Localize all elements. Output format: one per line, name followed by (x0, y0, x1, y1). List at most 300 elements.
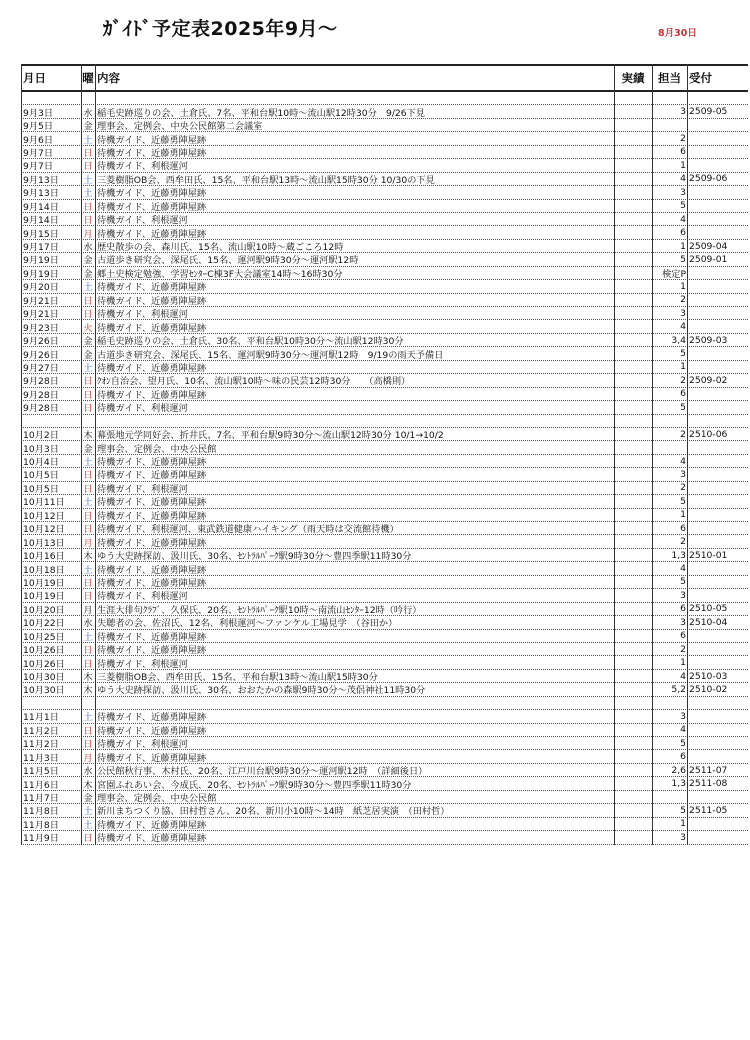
weekday-cell: 日 (83, 833, 93, 844)
content-cell: 宮園ふれあい会、今成氏、20名、ｾﾝﾄﾗﾙﾊﾟｰｸ駅9時30分～豊四季駅11時30分 (97, 779, 412, 790)
table-row (21, 267, 748, 280)
content-cell: ｸｵﾝ自治会、望月氏、10名、流山駅10時～味の民芸12時30分 （高橋則） (97, 376, 411, 387)
weekday-cell: 日 (83, 147, 93, 159)
weekday-cell: 日 (83, 725, 93, 736)
results-cell (614, 441, 652, 453)
weekday-cell: 金 (83, 349, 93, 360)
results-cell (614, 509, 652, 521)
results-cell (614, 240, 652, 252)
content-cell: 理事会、定例会、中央公民館第二会議室 (97, 121, 263, 132)
results-cell (614, 388, 652, 400)
uketsuke-cell: 2509-02 (689, 374, 728, 386)
table-row (21, 831, 748, 844)
uketsuke-cell (687, 213, 748, 225)
date-cell: 11月3日 (23, 752, 59, 763)
content-cell: 待機ガイド、近藤勇陣屋跡 (97, 712, 207, 723)
table-row (21, 818, 748, 831)
date-cell: 9月28日 (23, 389, 59, 401)
weekday-cell: 土 (83, 174, 93, 186)
date-cell: 9月7日 (23, 161, 54, 172)
results-cell (614, 737, 652, 749)
uketsuke-cell (687, 750, 748, 762)
content-cell: 待機ガイド、近藤勇陣屋跡 (97, 631, 207, 642)
uketsuke-cell (687, 280, 748, 292)
tanto-cell (652, 791, 687, 803)
table-row (21, 186, 748, 199)
table-row (21, 737, 748, 750)
weekday-cell: 日 (83, 510, 93, 521)
results-cell (614, 347, 652, 359)
weekday-cell: 日 (83, 295, 93, 306)
uketsuke-cell (687, 522, 748, 534)
content-cell: 待機ガイド、近藤勇陣屋跡 (97, 537, 207, 548)
weekday-cell: 日 (83, 739, 93, 750)
weekday-cell: 木 (83, 430, 93, 441)
content-cell: 稲毛史跡巡りの会、土倉氏、7名、平和台駅10時～流山駅12時30分 9/26下見 (97, 107, 425, 118)
content-cell: 待機ガイド、近藤勇陣屋跡 (97, 188, 207, 199)
tanto-cell: 4 (680, 321, 686, 333)
content-cell: ゆう大史跡探訪、汲川氏、30名、おおたかの森駅9時30分～茂侶神社11時30分 (97, 685, 426, 696)
date-cell: 11月1日 (23, 712, 59, 723)
results-cell (614, 186, 652, 198)
content-cell: 待機ガイド、利根運河 (97, 309, 188, 320)
date-cell: 10月4日 (23, 457, 59, 468)
uketsuke-cell: 2509-06 (689, 173, 728, 185)
table-row (21, 307, 748, 320)
weekday-cell: 土 (83, 712, 93, 723)
results-cell (614, 603, 652, 615)
uketsuke-cell: 2511-07 (689, 764, 728, 776)
date-cell: 11月9日 (23, 833, 59, 844)
table-row (21, 670, 748, 683)
grid-line (614, 64, 615, 845)
content-cell: 待機ガイド、近藤勇陣屋跡 (97, 295, 207, 306)
table-row (21, 724, 748, 737)
uketsuke-cell (687, 791, 748, 803)
uketsuke-cell (687, 737, 748, 749)
uketsuke-cell (687, 831, 748, 843)
tanto-cell: 1 (680, 159, 686, 171)
uketsuke-cell (687, 576, 748, 588)
results-cell (614, 630, 652, 642)
results-cell (614, 146, 652, 158)
date-cell: 11月8日 (23, 819, 59, 831)
schedule-table (21, 64, 748, 845)
weekday-cell: 金 (83, 268, 93, 280)
table-row (21, 240, 748, 253)
tanto-cell: 6 (680, 388, 686, 400)
uketsuke-cell (687, 818, 748, 830)
weekday-cell: 木 (83, 779, 93, 790)
table-row (21, 159, 748, 172)
table-row (21, 334, 748, 347)
tanto-cell: 3 (680, 106, 686, 118)
table-row (21, 226, 748, 239)
weekday-cell: 日 (83, 403, 93, 414)
date-cell: 10月16日 (23, 551, 65, 562)
content-cell: 待機ガイド、利根運河、東武鉄道健康ハイキング（雨天時は交流館待機） (97, 524, 399, 535)
weekday-cell: 日 (83, 376, 93, 387)
header-uketsuke: 受付 (689, 71, 712, 85)
table-row (21, 603, 748, 616)
tanto-cell: 2 (680, 428, 686, 440)
uketsuke-cell: 2510-06 (689, 428, 728, 440)
weekday-cell: 日 (83, 161, 93, 172)
results-cell (614, 589, 652, 601)
tanto-cell: 2 (680, 294, 686, 306)
content-cell: 歴史散歩の会、森川氏、15名、流山駅10時～蔵ごころ12時 (97, 242, 344, 253)
table-row (21, 455, 748, 468)
date-cell: 10月30日 (23, 672, 65, 683)
content-cell: 三菱樹脂OB会、西牟田氏、15名、平和台駅13時～流山駅15時30分 (97, 672, 378, 683)
weekday-cell: 日 (83, 309, 93, 320)
table-row (21, 361, 748, 374)
results-cell (614, 280, 652, 292)
grid-line (21, 64, 22, 845)
date-cell: 9月19日 (23, 255, 59, 266)
tanto-cell: 5,2 (671, 683, 686, 695)
tanto-cell: 3 (680, 589, 686, 601)
results-cell (614, 764, 652, 776)
uketsuke-cell (687, 226, 748, 238)
tanto-cell: 4 (680, 563, 686, 575)
uketsuke-cell: 2510-04 (689, 616, 728, 628)
date-cell: 11月7日 (23, 792, 59, 804)
tanto-cell: 1,3 (671, 778, 686, 790)
results-cell (614, 468, 652, 480)
weekday-cell: 木 (83, 672, 93, 683)
date-cell: 10月12日 (23, 510, 65, 521)
results-cell (614, 455, 652, 467)
tanto-cell: 2 (680, 374, 686, 386)
table-row (21, 750, 748, 763)
content-cell: 待機ガイド、利根運河 (97, 161, 188, 172)
weekday-cell: 水 (83, 242, 93, 253)
table-row (21, 388, 748, 401)
table-row (21, 549, 748, 562)
document-title: ｶﾞｲﾄﾞ予定表2025年9月～ (103, 18, 338, 40)
date-cell: 9月14日 (23, 215, 59, 226)
table-row (21, 562, 748, 575)
content-cell: 待機ガイド、近藤勇陣屋跡 (97, 457, 207, 468)
tanto-cell: 1 (680, 240, 686, 252)
table-row (21, 213, 748, 226)
table-row (21, 791, 748, 804)
results-cell (614, 294, 652, 306)
results-cell (614, 267, 652, 279)
table-row (21, 401, 748, 414)
date-cell: 9月26日 (23, 336, 59, 347)
uketsuke-cell: 2509-01 (689, 253, 728, 265)
weekday-cell: 水 (83, 766, 93, 777)
table-row (21, 777, 748, 790)
tanto-cell: 4 (680, 724, 686, 736)
table-row (21, 374, 748, 387)
header-content: 内容 (97, 71, 120, 85)
content-cell: 生涯大俳句ｸﾗﾌﾞ、久保氏、20名、ｾﾝﾄﾗﾙﾊﾟｰｸ駅10時～南流山ｾﾝﾀｰ12時（吟行） (97, 604, 422, 616)
results-cell (614, 334, 652, 346)
uketsuke-cell: 2509-04 (689, 240, 728, 252)
date-cell: 9月3日 (23, 107, 54, 118)
results-cell (614, 562, 652, 574)
weekday-cell: 日 (83, 658, 93, 669)
tanto-cell: 4 (680, 173, 686, 185)
weekday-cell: 金 (83, 792, 93, 804)
uketsuke-cell: 2509-03 (689, 334, 728, 346)
weekday-cell: 日 (83, 483, 93, 495)
content-cell: 待機ガイド、近藤勇陣屋跡 (97, 470, 207, 481)
results-cell (614, 750, 652, 762)
weekday-cell: 土 (83, 134, 93, 145)
weekday-cell: 木 (83, 551, 93, 562)
content-cell: 待機ガイド、近藤勇陣屋跡 (97, 201, 207, 212)
content-cell: 新川まちつくり協、田村哲さん、20名、新川小10時～14時 紙芝居実演 （田村哲） (97, 806, 450, 817)
tanto-cell (652, 119, 687, 131)
weekday-cell: 日 (83, 591, 93, 602)
weekday-cell: 日 (83, 645, 93, 656)
weekday-cell: 土 (83, 564, 93, 575)
tanto-cell: 1 (680, 361, 686, 373)
content-cell: 稲毛史跡巡りの会、土倉氏、30名、平和台駅10時30分～流山駅12時30分 (97, 336, 404, 347)
uketsuke-cell (687, 643, 748, 655)
uketsuke-cell (687, 535, 748, 547)
content-cell: 待機ガイド、近藤勇陣屋跡 (97, 282, 207, 293)
tanto-cell: 1 (680, 818, 686, 830)
content-cell: 待機ガイド、利根運河 (97, 483, 188, 495)
content-cell: 待機ガイド、近藤勇陣屋跡 (97, 497, 207, 508)
table-row (21, 710, 748, 723)
results-cell (614, 401, 652, 413)
date-cell: 9月14日 (23, 201, 59, 212)
results-cell (614, 656, 652, 668)
date-cell: 10月20日 (23, 604, 65, 616)
header-dow: 曜 (82, 71, 94, 85)
weekday-cell: 土 (83, 362, 93, 374)
uketsuke-cell (687, 347, 748, 359)
tanto-cell: 6 (680, 603, 686, 615)
tanto-cell: 5 (680, 200, 686, 212)
table-row (21, 804, 748, 817)
date-cell: 10月26日 (23, 658, 65, 669)
uketsuke-cell: 2510-05 (689, 603, 728, 615)
date-cell: 9月5日 (23, 121, 54, 132)
tanto-cell: 1 (680, 509, 686, 521)
content-cell: 古道歩き研究会、深尾氏、15名、運河駅9時30分～運河駅12時 9/19の雨天予備日 (97, 349, 444, 360)
date-cell: 9月7日 (23, 147, 54, 159)
date-cell: 11月5日 (23, 766, 59, 777)
results-cell (614, 428, 652, 440)
results-cell (614, 307, 652, 319)
uketsuke-cell: 2510-02 (689, 683, 728, 695)
weekday-cell: 月 (83, 228, 93, 239)
content-cell: 古道歩き研究会、深尾氏、15名、運河駅9時30分～運河駅12時 (97, 255, 359, 266)
content-cell: 待機ガイド、利根運河 (97, 403, 188, 414)
table-row (21, 132, 748, 145)
date-cell: 9月26日 (23, 349, 59, 360)
date-cell: 9月13日 (23, 188, 59, 199)
table-row (21, 253, 748, 266)
weekday-cell: 月 (83, 752, 93, 763)
uketsuke-cell (687, 630, 748, 642)
uketsuke-cell (687, 401, 748, 413)
tanto-cell: 2 (680, 482, 686, 494)
content-cell: 失聴者の会、佐沼氏、12名、利根運河～ファンケル工場見学 （谷田か） (97, 618, 398, 629)
tanto-cell: 2,6 (671, 764, 686, 776)
uketsuke-cell (687, 455, 748, 467)
date-cell: 9月27日 (23, 362, 59, 374)
results-cell (614, 576, 652, 588)
tanto-cell: 6 (680, 227, 686, 239)
table-row (21, 320, 748, 333)
results-cell (614, 804, 652, 816)
content-cell: 待機ガイド、近藤勇陣屋跡 (97, 134, 207, 145)
content-cell: 待機ガイド、利根運河 (97, 658, 188, 669)
tanto-cell: 1,3 (671, 549, 686, 561)
date-cell: 10月25日 (23, 631, 65, 642)
header-results: 実績 (621, 71, 645, 85)
table-row (21, 616, 748, 629)
content-cell: 待機ガイド、近藤勇陣屋跡 (97, 510, 207, 521)
results-cell (614, 482, 652, 494)
table-row (21, 428, 748, 441)
date-cell: 10月2日 (23, 430, 59, 441)
uketsuke-cell (687, 656, 748, 668)
spacer-row (21, 697, 748, 710)
date-cell: 10月5日 (23, 483, 59, 495)
table-row (21, 630, 748, 643)
table-row (21, 173, 748, 186)
content-cell: 理事会、定例会、中央公民館 (97, 443, 217, 454)
table-row (21, 764, 748, 777)
table-row (21, 347, 748, 360)
date-cell: 10月13日 (23, 537, 65, 548)
results-cell (614, 818, 652, 830)
tanto-cell: 5 (680, 495, 686, 507)
date-cell: 9月6日 (23, 134, 54, 145)
date-cell: 10月5日 (23, 470, 59, 481)
document-date: 8月30日 (658, 28, 697, 39)
date-cell: 10月12日 (23, 524, 65, 535)
grid-line (95, 64, 96, 845)
table-row (21, 683, 748, 696)
uketsuke-cell (687, 320, 748, 332)
weekday-cell: 土 (83, 282, 93, 293)
uketsuke-cell (687, 468, 748, 480)
uketsuke-cell (687, 495, 748, 507)
table-row (21, 146, 748, 159)
table-header (21, 64, 748, 92)
content-cell: 幕張地元学同好会、折井氏、7名、平和台駅9時30分～流山駅12時30分 10/1→10/2 (97, 430, 444, 441)
uketsuke-cell (687, 186, 748, 198)
content-cell: 待機ガイド、利根運河 (97, 739, 188, 750)
weekday-cell: 土 (83, 497, 93, 508)
tanto-cell: 5 (680, 737, 686, 749)
results-cell (614, 374, 652, 386)
table-row (21, 495, 748, 508)
results-cell (614, 173, 652, 185)
tanto-cell: 5 (680, 348, 686, 360)
results-cell (614, 320, 652, 332)
weekday-cell: 日 (83, 215, 93, 226)
content-cell: 郷土史検定勉強、学習ｾﾝﾀｰC棟3F大会議室14時～16時30分 (97, 268, 343, 280)
date-cell: 10月26日 (23, 645, 65, 656)
date-cell: 9月17日 (23, 242, 59, 253)
tanto-cell: 5 (680, 253, 686, 265)
tanto-cell: 5 (680, 576, 686, 588)
date-cell: 11月2日 (23, 725, 59, 736)
results-cell (614, 535, 652, 547)
uketsuke-cell (687, 159, 748, 171)
tanto-cell: 2 (680, 536, 686, 548)
results-cell (614, 777, 652, 789)
date-cell: 10月19日 (23, 591, 65, 602)
results-cell (614, 495, 652, 507)
weekday-cell: 火 (83, 322, 93, 333)
date-cell: 10月3日 (23, 443, 59, 454)
content-cell: 待機ガイド、利根運河 (97, 215, 188, 226)
tanto-cell: 4 (680, 670, 686, 682)
weekday-cell: 木 (83, 685, 93, 696)
date-cell: 10月22日 (23, 618, 65, 629)
weekday-cell: 月 (83, 604, 93, 616)
tanto-cell: 6 (680, 146, 686, 158)
content-cell: 待機ガイド、近藤勇陣屋跡 (97, 833, 207, 844)
spacer-row (21, 92, 748, 105)
table-row (21, 643, 748, 656)
uketsuke-cell (687, 710, 748, 722)
uketsuke-cell (687, 361, 748, 373)
content-cell: 待機ガイド、近藤勇陣屋跡 (97, 645, 207, 656)
tanto-cell: 1 (680, 280, 686, 292)
weekday-cell: 土 (83, 806, 93, 817)
tanto-cell: 6 (680, 751, 686, 763)
results-cell (614, 724, 652, 736)
header-tanto: 担当 (658, 71, 681, 85)
date-cell: 9月28日 (23, 403, 59, 414)
content-cell: 待機ガイド、近藤勇陣屋跡 (97, 752, 207, 763)
results-cell (614, 361, 652, 373)
weekday-cell: 月 (83, 537, 93, 548)
weekday-cell: 土 (83, 188, 93, 199)
grid-line (652, 64, 653, 845)
content-cell: 三菱樹脂OB会、西牟田氏、15名、平和台駅13時～流山駅15時30分 10/30の下見 (97, 174, 435, 186)
date-cell: 9月19日 (23, 268, 59, 280)
results-cell (614, 670, 652, 682)
date-cell: 9月20日 (23, 282, 59, 293)
grid-line (687, 64, 688, 845)
tanto-cell: 3 (680, 831, 686, 843)
table-row (21, 509, 748, 522)
tanto-cell: 6 (680, 522, 686, 534)
results-cell (614, 213, 652, 225)
results-cell (614, 643, 652, 655)
date-cell: 9月28日 (23, 376, 59, 387)
results-cell (614, 200, 652, 212)
results-cell (614, 710, 652, 722)
weekday-cell: 日 (83, 577, 93, 589)
content-cell: ゆう大史跡探訪、汲川氏、30名、ｾﾝﾄﾗﾙﾊﾟｰｸ駅9時30分～豊四季駅11時30分 (97, 551, 412, 562)
uketsuke-cell (687, 132, 748, 144)
results-cell (614, 253, 652, 265)
content-cell: 待機ガイド、近藤勇陣屋跡 (97, 389, 207, 401)
date-cell: 9月23日 (23, 322, 59, 333)
table-body (21, 92, 748, 845)
weekday-cell: 金 (83, 255, 93, 266)
results-cell (614, 226, 652, 238)
uketsuke-cell: 2511-08 (689, 778, 728, 790)
tanto-cell: 3,4 (671, 334, 686, 346)
date-cell: 10月30日 (23, 685, 65, 696)
